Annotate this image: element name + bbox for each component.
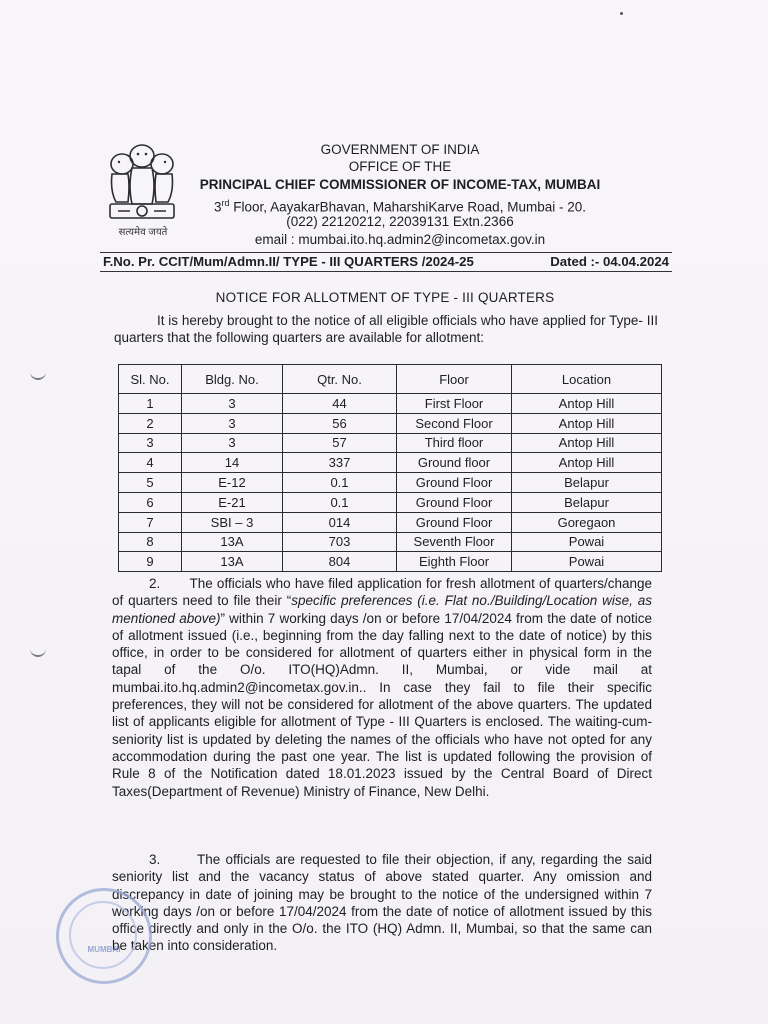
- cell-qtr-no: 44: [283, 394, 397, 414]
- cell-qtr-no: 337: [283, 453, 397, 473]
- cell-sl-no: 3: [119, 433, 182, 453]
- file-number: F.No. Pr. CCIT/Mum/Admn.II/ TYPE - III QUARTERS /2024-25: [103, 254, 474, 269]
- paragraph-3-text: The officials are requested to file their objection, if any, regarding the said seniority list and the vacancy status of above stated quarter. Any omission and discrepancy in date of joining may be brought to the notice of the undersigned within 7 working days /on or before 17/04/2024 from the date of notice of allotment issued by this office directly and only in the O/o. the ITO (HQ) Admn. II, Mumbai, so that the same can be taken into consideration.: [112, 852, 652, 954]
- cell-location: Powai: [512, 532, 662, 552]
- header-commissioner: PRINCIPAL CHIEF COMMISSIONER OF INCOME-TAX, MUMBAI: [199, 177, 601, 192]
- cell-bldg-no: 14: [182, 453, 283, 473]
- cell-location: Powai: [512, 552, 662, 572]
- cell-sl-no: 6: [119, 492, 182, 512]
- table-row: [119, 413, 662, 433]
- table-row: [119, 552, 662, 572]
- table-row: [119, 473, 662, 493]
- notice-title: NOTICE FOR ALLOTMENT OF TYPE - III QUARTERS: [215, 290, 555, 305]
- address-text: Floor, AayakarBhavan, MaharshiKarve Road, Mumbai - 20.: [229, 199, 586, 215]
- table-row: [119, 453, 662, 473]
- col-header-sl-no: Sl. No.: [119, 365, 182, 394]
- header-address: [150, 195, 650, 216]
- cell-floor: Ground floor: [397, 453, 512, 473]
- cell-qtr-no: 014: [283, 512, 397, 532]
- file-date: Dated :- 04.04.2024: [550, 254, 669, 269]
- cell-floor: First Floor: [397, 394, 512, 414]
- header-phone: (022) 22120212, 22039131 Extn.2366: [286, 214, 514, 229]
- cell-sl-no: 4: [119, 453, 182, 473]
- cell-location: Antop Hill: [512, 433, 662, 453]
- col-header-qtr-no: Qtr. No.: [283, 365, 397, 394]
- cell-bldg-no: 3: [182, 433, 283, 453]
- emblem-motto: सत्यमेव जयते: [118, 227, 168, 238]
- table-row: [119, 512, 662, 532]
- cell-bldg-no: 13A: [182, 532, 283, 552]
- punch-hole-bottom: [30, 645, 46, 657]
- punch-hole-top: [30, 368, 46, 380]
- paragraph-2: [112, 575, 652, 800]
- cell-location: Belapur: [512, 492, 662, 512]
- cell-floor: Eighth Floor: [397, 552, 512, 572]
- cell-bldg-no: E-12: [182, 473, 283, 493]
- cell-floor: Ground Floor: [397, 492, 512, 512]
- table-row: [119, 532, 662, 552]
- cell-floor: Ground Floor: [397, 473, 512, 493]
- cell-location: Antop Hill: [512, 413, 662, 433]
- cell-location: Antop Hill: [512, 394, 662, 414]
- cell-floor: Second Floor: [397, 413, 512, 433]
- cell-sl-no: 7: [119, 512, 182, 532]
- paragraph-2-number: 2.: [149, 576, 161, 591]
- cell-qtr-no: 56: [283, 413, 397, 433]
- quarters-table: [118, 364, 662, 572]
- cell-qtr-no: 57: [283, 433, 397, 453]
- paragraph-3: [112, 851, 652, 955]
- header-office: OFFICE OF THE: [348, 159, 452, 174]
- address-floor-suffix: rd: [221, 198, 230, 208]
- table-header-row: [119, 365, 662, 394]
- cell-floor: Third floor: [397, 433, 512, 453]
- intro-paragraph: It is hereby brought to the notice of all eligible officials who have applied for Type- III quarters that the following quarters are available for allotment:: [114, 313, 658, 346]
- speck: [620, 12, 623, 15]
- cell-floor: Seventh Floor: [397, 532, 512, 552]
- cell-floor: Ground Floor: [397, 512, 512, 532]
- cell-sl-no: 9: [119, 552, 182, 572]
- col-header-location: Location: [512, 365, 662, 394]
- paragraph-3-number: 3.: [149, 852, 161, 867]
- header-email: email : mumbai.ito.hq.admin2@incometax.gov.in: [254, 232, 546, 247]
- stamp-text: MUMBAI: [87, 945, 121, 954]
- cell-bldg-no: 13A: [182, 552, 283, 572]
- cell-bldg-no: SBI – 3: [182, 512, 283, 532]
- cell-location: Belapur: [512, 473, 662, 493]
- cell-location: Goregaon: [512, 512, 662, 532]
- cell-qtr-no: 0.1: [283, 492, 397, 512]
- cell-qtr-no: 703: [283, 532, 397, 552]
- table-row: [119, 492, 662, 512]
- cell-sl-no: 2: [119, 413, 182, 433]
- official-seal-stamp: [56, 888, 152, 984]
- header-government: GOVERNMENT OF INDIA: [320, 142, 480, 157]
- cell-sl-no: 8: [119, 532, 182, 552]
- cell-bldg-no: 3: [182, 394, 283, 414]
- paragraph-2-text-a: The officials who have filed application for fresh allotment of quarters/change of quarters need to file their “: [112, 576, 652, 609]
- table-row: [119, 433, 662, 453]
- paragraph-2-text-b: ” within 7 working days /on or before 17/04/2024 from the date of notice of allotment issued (i.e., beginning from the day falling next to the date of notice) by this office, in order to be considered for allotment of quarters either in physical form in the tapal of the O/o. ITO(HQ)Admn. II, Mumbai, or vide mail at mumbai.ito.hq.admin2@incometax.gov.in.. In case they fail to file their specific preferences, they will not be considered for allotment of the above quarters. The updated list of applicants eligible for allotment of Type - III Quarters is enclosed. The waiting-cum-seniority list is updated by deleting the names of the officials who have not opted for any accommodation during the past one year. The list is updated following the provision of Rule 8 of the Notification dated 18.01.2023 issued by the Central Board of Direct Taxes(Department of Revenue) Ministry of Finance, New Delhi.: [112, 610, 652, 799]
- paragraph-2-italic: specific preferences (i.e. Flat no./Building/Location wise, as mentioned above): [112, 593, 652, 626]
- file-reference-bar: [100, 252, 672, 272]
- col-header-floor: Floor: [397, 365, 512, 394]
- cell-qtr-no: 804: [283, 552, 397, 572]
- cell-sl-no: 1: [119, 394, 182, 414]
- cell-bldg-no: E-21: [182, 492, 283, 512]
- cell-sl-no: 5: [119, 473, 182, 493]
- table-body: [119, 394, 662, 572]
- table-row: [119, 394, 662, 414]
- address-floor-number: 3: [214, 199, 222, 215]
- cell-qtr-no: 0.1: [283, 473, 397, 493]
- stamp-inner-ring: [69, 901, 137, 969]
- cell-bldg-no: 3: [182, 413, 283, 433]
- cell-location: Antop Hill: [512, 453, 662, 473]
- col-header-bldg-no: Bldg. No.: [182, 365, 283, 394]
